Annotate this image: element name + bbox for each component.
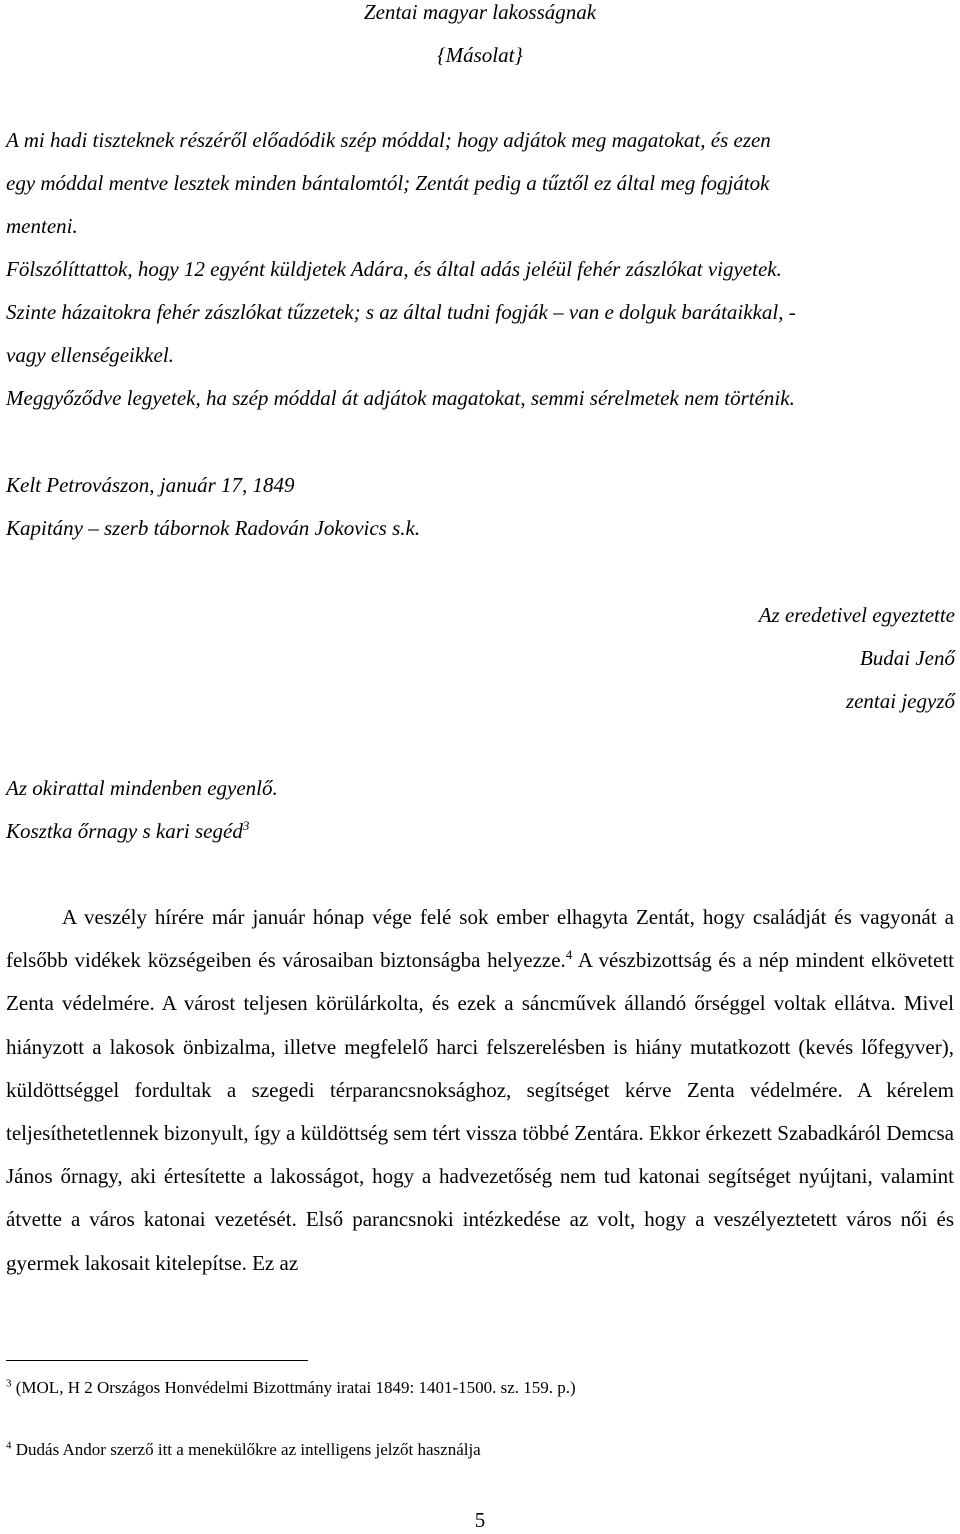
- letter-line: egy móddal mentve lesztek minden bántalomtól; Zentát pedig a tűztől ez által meg fogjátok: [6, 171, 770, 195]
- page-number: 5: [474, 1508, 486, 1532]
- letter-line: menteni.: [6, 214, 78, 238]
- letter-line: Szinte házaitokra fehér zászlókat tűzzetek; s az által tudni fogják – van e dolguk barátaikkal, -: [6, 300, 796, 324]
- certification-title: zentai jegyző: [845, 689, 955, 713]
- letter-date: Kelt Petrovászon, január 17, 1849: [6, 473, 295, 497]
- footnote-text: (MOL, H 2 Országos Honvédelmi Bizottmány iratai 1849: 1401-1500. sz. 159. p.): [11, 1378, 576, 1397]
- letter-line: A mi hadi tiszteknek részéről előadódik szép móddal; hogy adjátok meg magatokat, és ezen: [6, 128, 771, 152]
- letter-subtitle: {Másolat}: [437, 43, 523, 67]
- letter-signature: Kapitány – szerb tábornok Radován Jokovics s.k.: [6, 516, 421, 540]
- body-paragraph: [6, 896, 954, 1285]
- footnote-number: 4: [6, 1439, 12, 1452]
- certification-line: Az eredetivel egyeztette: [758, 603, 955, 627]
- body-text-part1: A veszély hírére már január hónap vége felé sok ember elhagyta Zentát, hogy családját és vagyonát a felsőbb vidékek községeiben és városaiban biztonságba helyezze.: [6, 905, 954, 973]
- footnote-text: Dudás Andor szerző itt a menekülőkre az intelligens jelzőt használja: [11, 1440, 481, 1459]
- footnote-3: [6, 1378, 576, 1398]
- attestation-line: Az okirattal mindenben egyenlő.: [6, 776, 278, 800]
- letter-line: Meggyőződve legyetek, ha szép móddal át adjátok magatokat, semmi sérelmetek nem történik.: [6, 386, 795, 410]
- attestation-signature-text: Kosztka őrnagy s kari segéd: [6, 819, 243, 843]
- certification-name: Budai Jenő: [859, 646, 955, 670]
- letter-line: vagy ellenségeikkel.: [6, 343, 174, 367]
- footnote-separator: [6, 1360, 308, 1361]
- letter-title: Zentai magyar lakosságnak: [363, 0, 597, 24]
- attestation-signature: [6, 819, 249, 843]
- footnote-number: 3: [6, 1377, 12, 1390]
- footnote-ref-3: 3: [242, 818, 250, 833]
- body-text-part2: A vészbizottság és a nép mindent elkövetett Zenta védelmére. A várost teljesen körülárkolta, és ezek a sáncművek állandó őrséggel voltak ellátva. Mivel hiányzott a lakosok önbizalma, illetve megfelelő harci felszerelésben is hiány mutatkozott (kevés lőfegyver), küldöttséggel fordultak a szegedi térparancsnoksághoz, segítséget kérve Zenta védelmére. A kérelem teljesíthetetlennek bizonyult, így a küldöttség sem tért vissza többé Zentára. Ekkor érkezett Szabadkáról Demcsa János őrnagy, aki értesítette a lakosságot, hogy a hadvezetőség nem tud katonai segítséget nyújtani, valamint átvette a város katonai vezetését. Első parancsnoki intézkedése az volt, hogy a veszélyeztetett város női és gyermek lakosait kitelepítse. Ez az: [6, 948, 954, 1275]
- footnote-4: [6, 1440, 481, 1460]
- letter-line: Fölszólíttattok, hogy 12 egyént küldjetek Adára, és által adás jeléül fehér zászlókat vigyetek.: [6, 257, 782, 281]
- footnote-ref-4: 4: [565, 947, 573, 963]
